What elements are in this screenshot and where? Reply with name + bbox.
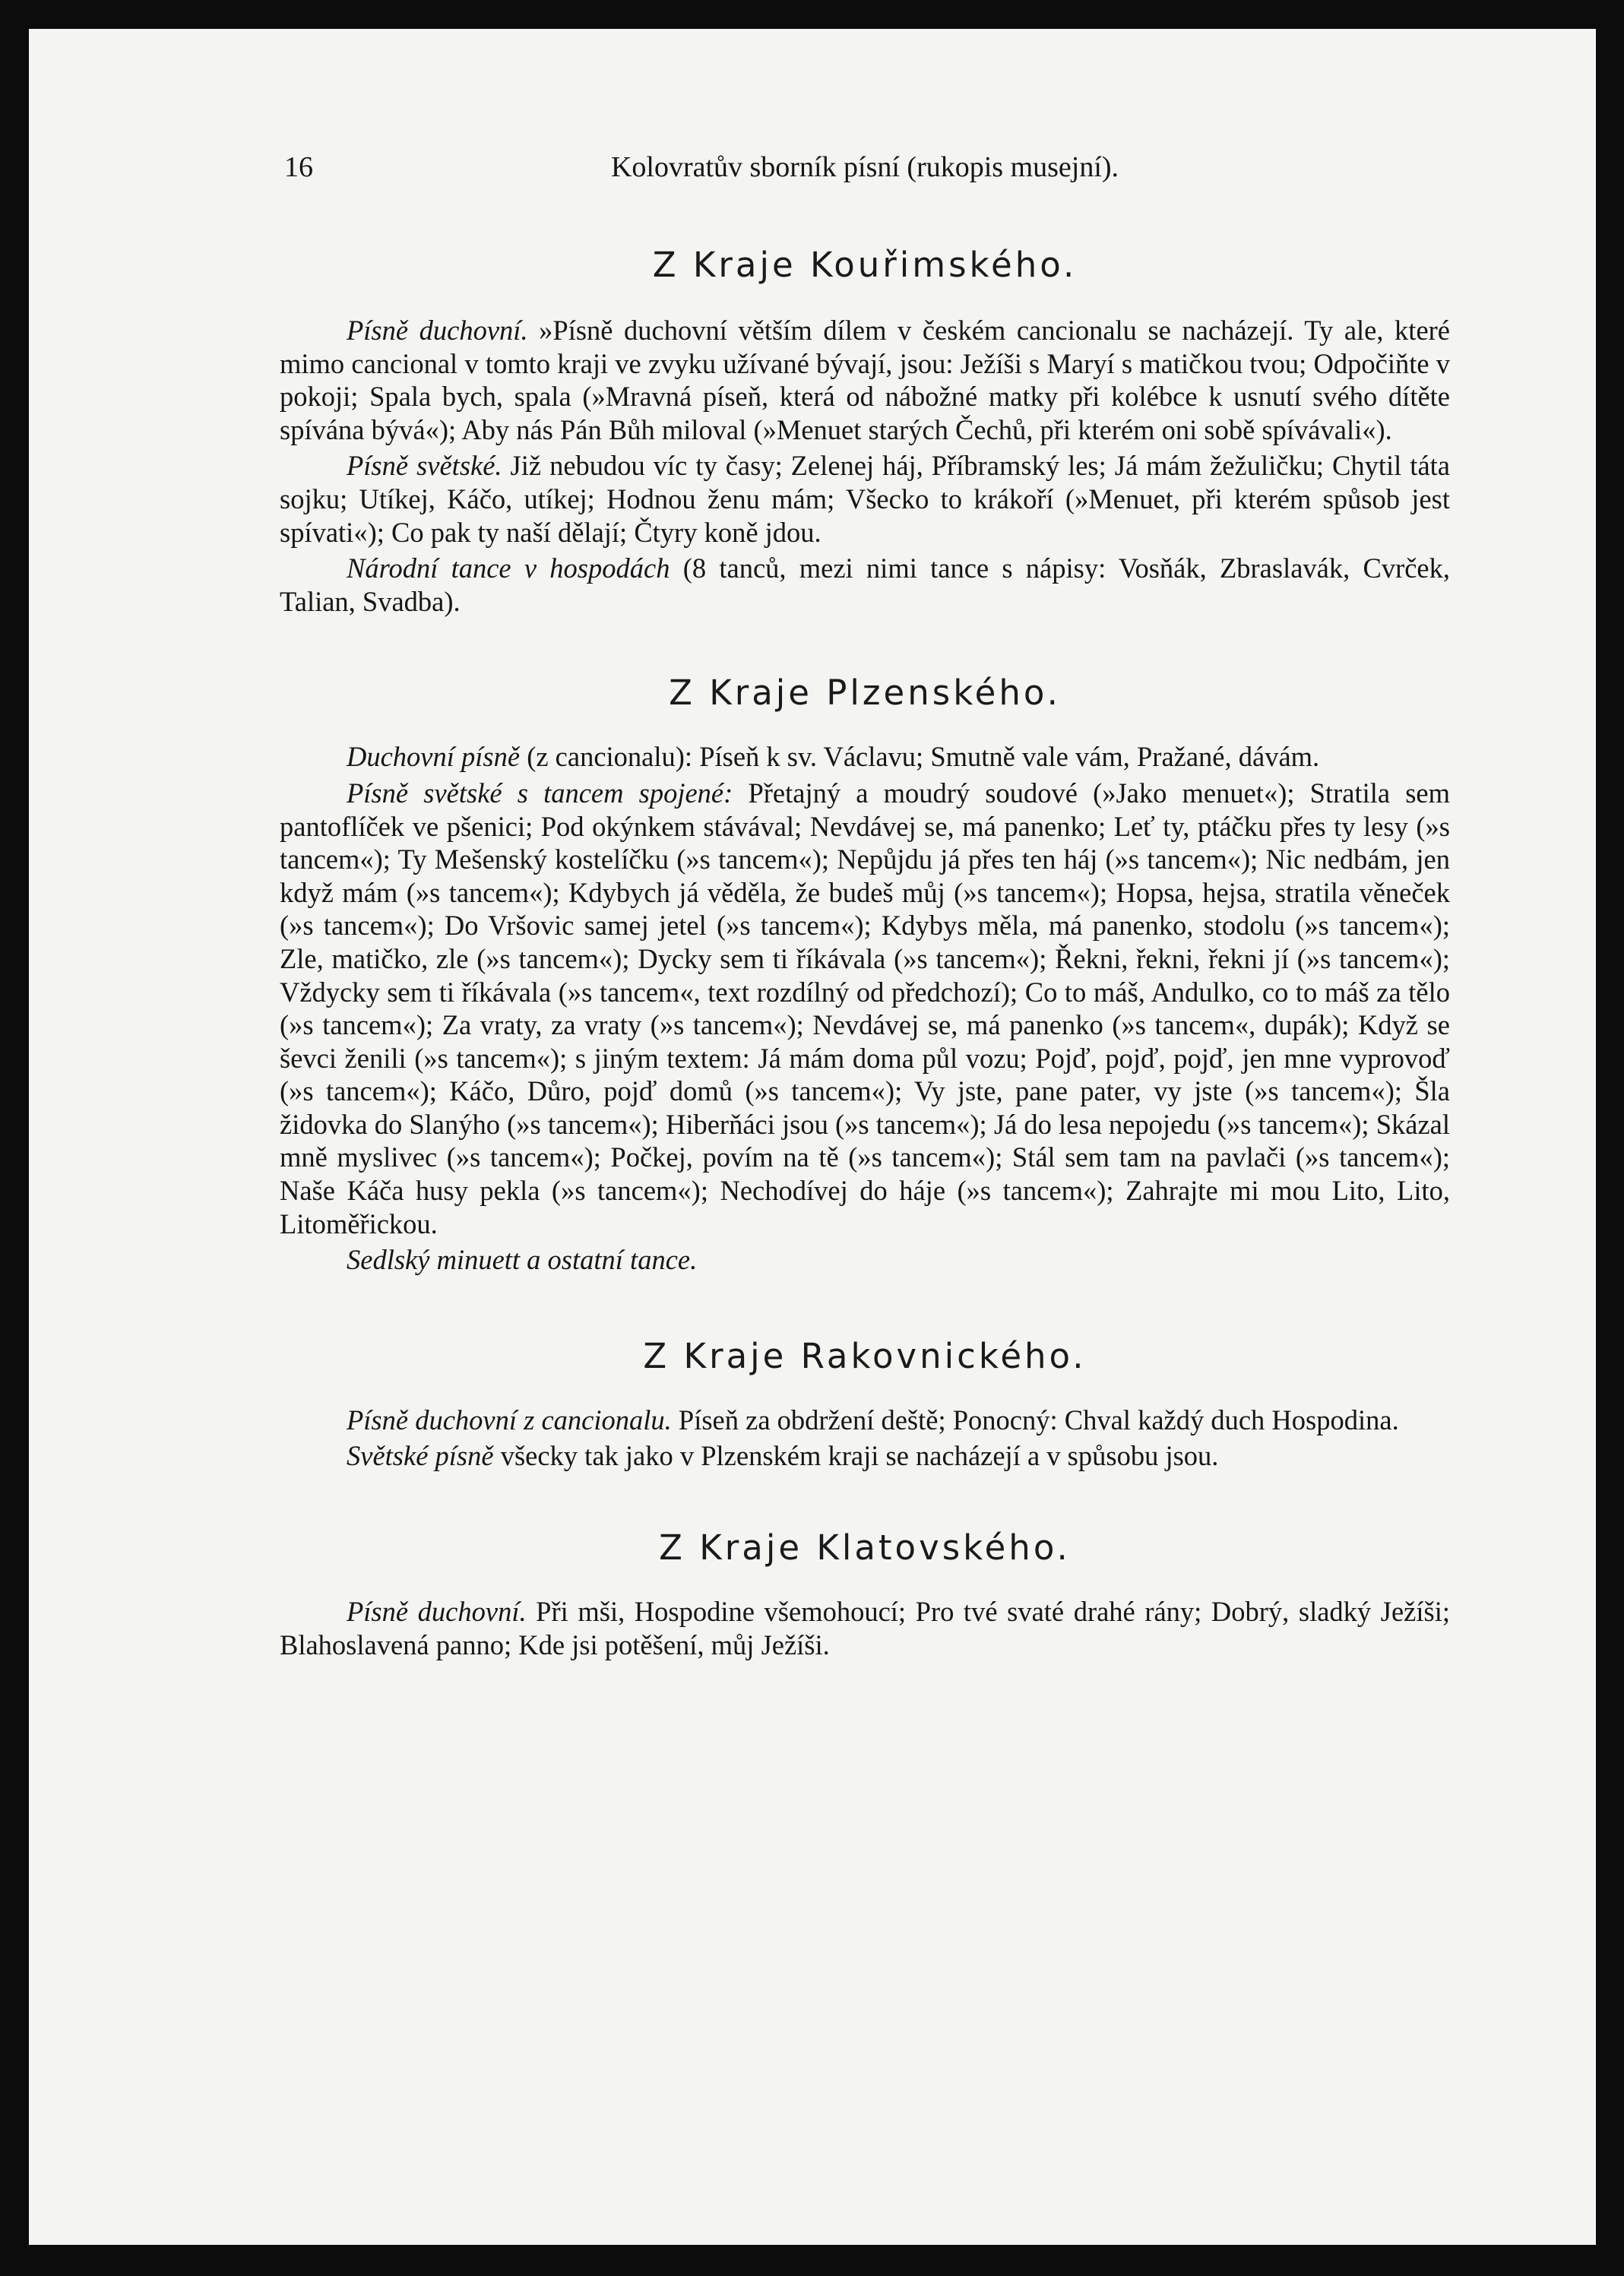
section-title: Z Kraje Rakovnického. [643, 1335, 1087, 1376]
page-content [280, 150, 1450, 1661]
paragraph-lead: Písně duchovní. [347, 1596, 527, 1628]
paragraph-lead: Duchovní písně [347, 741, 521, 773]
paragraph [280, 1404, 1450, 1437]
paragraph-lead: Písně světské. [347, 450, 502, 482]
paragraph [280, 1439, 1450, 1473]
paragraph-text: »Písně duchovní větším dílem v českém cancionalu se nacházejí. Ty ale, které mimo cancional v tomto kraji ve zvyku užívané bývají, jsou: Ježíši s Maryí s matičkou tvou; Odpočiňte v pokoji; Spala bych, spala (»Mravná píseň, která od nábožné matky při kolébce k usnutí svého dítěte spívána bývá«); Aby nás Pán Bůh miloval (»Menuet starých Čechů, při kterém oni sobě spívávali«). [280, 315, 1450, 445]
paragraph [280, 449, 1450, 549]
paragraph-text: (8 tanců, mezi nimi tance s nápisy: Vosňák, Zbraslavák, Cvrček, Talian, Svadba). [280, 552, 1451, 617]
paragraph-text: Při mši, Hospodine všemohoucí; Pro tvé svaté drahé rány; Dobrý, sladký Ježíši; Blahoslavená panno; Kde jsi potěšení, můj Ježíši. [280, 1596, 1450, 1660]
paragraph [280, 740, 1450, 774]
paragraph-lead: Písně duchovní. [347, 315, 528, 346]
paragraph-text: Píseň za obdržení deště; Ponocný: Chval každý duch Hospodina. [671, 1404, 1399, 1436]
paragraph-lead: Národní tance v hospodách [347, 552, 670, 584]
running-head [280, 150, 1450, 193]
section-klatovsky [280, 1527, 1450, 1661]
paragraph-lead: Světské písně [347, 1440, 494, 1472]
section-title: Z Kraje Kouřimského. [652, 245, 1078, 285]
section-title: Z Kraje Klatovského. [659, 1527, 1071, 1569]
section-kourimsky [280, 245, 1450, 618]
scanned-page [29, 29, 1596, 2245]
paragraph-text: (z cancionalu): Píseň k sv. Václavu; Smutně vale vám, Pražané, dávám. [520, 741, 1320, 773]
paragraph [280, 1595, 1450, 1661]
paragraph-text: všecky tak jako v Plzenském kraji se nacházejí a v spůsobu jsou. [493, 1440, 1219, 1472]
paragraph-lead: Písně duchovní z cancionalu. [347, 1404, 672, 1436]
paragraph [280, 552, 1450, 618]
section-plzensky [280, 673, 1450, 1277]
paragraph-lead: Sedlský minuett a ostatní tance. [347, 1244, 698, 1276]
paragraph [280, 777, 1450, 1240]
paragraph [280, 314, 1450, 446]
running-title: Kolovratův sborník písní (rukopis musejní). [610, 151, 1119, 183]
paragraph-text: Již nebudou víc ty časy; Zelenej háj, Příbramský les; Já mám žežuličku; Chytil táta sojku; Utíkej, Káčo, utíkej; Hodnou ženu mám; Všecko to krákoří (»Menuet, při kterém spůsob jest spívati«); Co pak ty naší dělají; Čtyry koně jdou. [280, 450, 1450, 548]
paragraph-text: Přetajný a moudrý soudové (»Jako menuet«); Stratila sem pantoflíček ve pšenici; Pod okýnkem stávával; Nevdávej se, má panenko; Leť ty, ptáčku přes ty lesy (»s tancem«); Ty Mešenský kostelíčku (»s tancem«); Nepůjdu já přes ten háj (»s tancem«); Nic nedbám, jen když mám (»s tancem«); Kdybych já věděla, že budeš můj (»s tancem«); Hopsa, hejsa, stratila věneček (»s tancem«); Do Vršovic samej jetel (»s tancem«); Kdybys měla, má panenko, stodolu (»s tancem«); Zle, matičko, zle (»s tancem«); Dycky sem ti říkávala (»s tancem«); Řekni, řekni, řekni jí (»s tancem«); Vždycky sem ti říkávala (»s tancem«, text rozdílný od předchozí); Co to máš, Andulko, co to máš za tělo (»s tancem«); Za vraty, za vraty (»s tancem«); Nevdávej se, má panenko (»s tancem«, dupák); Když se ševci ženili (»s tancem«); s jiným textem: Já mám doma půl vozu; Pojď, pojď, pojď, jen mne vyprovoď (»s tancem«); Káčo, Důro, pojď domů (»s tancem«); Vy jste, pane pater, vy jste (»s tancem«); Šla židovka do Slanýho (»s tancem«); Hiberňáci jsou (»s tancem«); Já do lesa nepojedu (»s tancem«); Skázal mně myslivec (»s tancem«); Počkej, povím na tě (»s tancem«); Stál sem tam na pavlači (»s tancem«); Naše Káča husy pekla (»s tancem«); Nechodívej do háje (»s tancem«); Zahrajte mi mou Lito, Lito, Litoměřickou. [280, 777, 1451, 1239]
section-title: Z Kraje Plzenského. [669, 673, 1061, 714]
paragraph [280, 1243, 1450, 1277]
page-number: 16 [284, 151, 313, 183]
section-rakovnicky [280, 1336, 1450, 1473]
paragraph-lead: Písně světské s tancem spojené: [347, 777, 733, 809]
